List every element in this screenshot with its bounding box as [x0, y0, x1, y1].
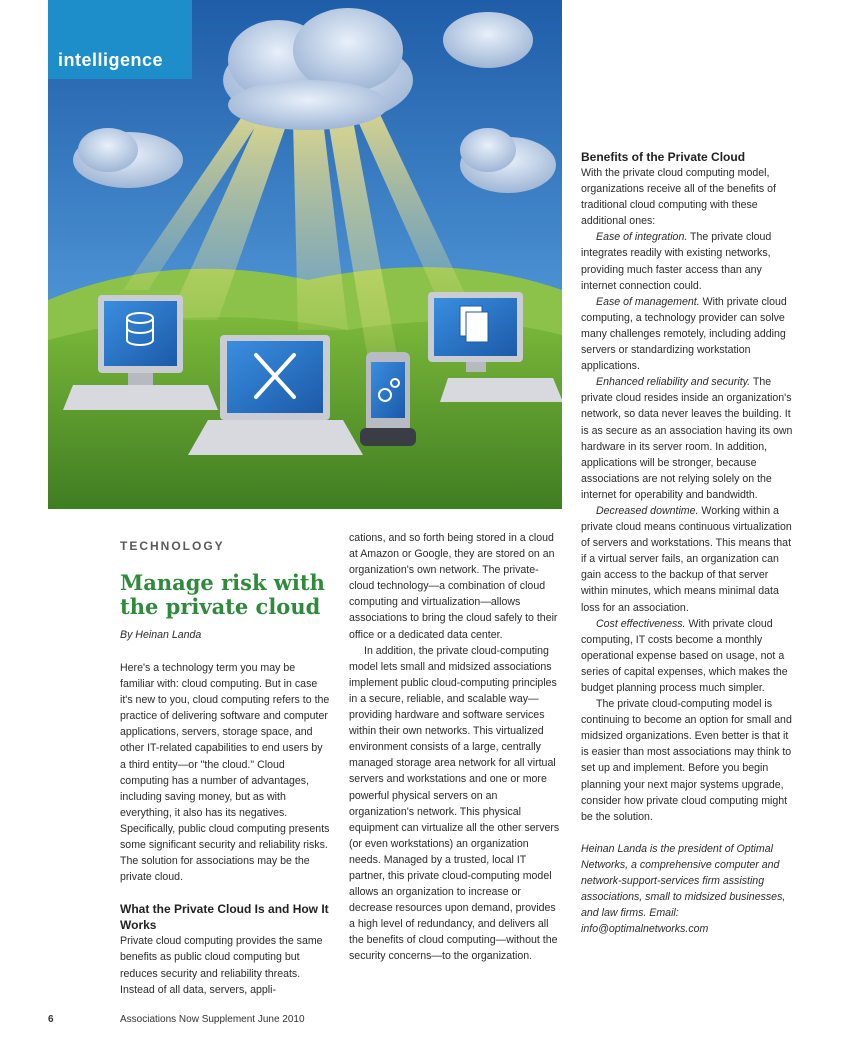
article-column-2: [349, 530, 562, 965]
benefit-lead: Ease of integration.: [596, 231, 688, 244]
benefit-item: [581, 616, 794, 696]
section-tag-label: intelligence: [58, 50, 164, 70]
benefit-item: [581, 294, 794, 374]
intro-paragraph: Here's a technology term you may be familiar with: cloud computing. But in case it's new to you, cloud computing refers to the practice of delivering software and computer applications, servers, storage space, and other IT-related capabilities to end users by a third entity—or "the cloud." Cloud computing has a number of advantages, including saving money, but as with everything, it also has its negatives. Specifically, public cloud computing presents some significant security and reliability risks. The solution for associations may be the private cloud.: [120, 662, 330, 884]
benefit-lead: Cost effectiveness.: [596, 617, 686, 630]
paragraph: Private cloud computing provides the same benefits as public cloud computing but reduces security and reliability threats. Instead of all data, servers, appli-: [120, 935, 323, 996]
paragraph: With the private cloud computing model, organizations receive all of the benefits of traditional cloud computing with these additional ones:: [581, 167, 776, 228]
headline: Manage risk with the private cloud: [120, 570, 325, 619]
benefit-lead: Decreased downtime.: [596, 504, 699, 517]
benefit-item: [581, 374, 794, 503]
subhead-benefits: Benefits of the Private Cloud: [581, 150, 746, 164]
kicker: TECHNOLOGY: [120, 539, 225, 553]
benefit-item: [581, 229, 794, 293]
benefit-lead: Ease of management.: [596, 295, 700, 308]
subhead-what-is: What the Private Cloud Is and How It Works: [120, 902, 329, 933]
byline: By Heinan Landa: [120, 629, 202, 641]
benefit-text: Working within a private cloud means continuous virtualization of servers and workstations. This means that if a virtual server fails, an organization can gain access to the backup of that server within minutes, which means minimal data loss for an association.: [581, 504, 792, 614]
benefit-text: With private cloud computing, a technology provider can solve many challenges remotely, including adding servers or standardizing workstation applications.: [581, 295, 787, 373]
section-tag: [48, 0, 192, 79]
author-bio: Heinan Landa is the president of Optimal Networks, a comprehensive computer and network-support-services firm assisting associations, small to midsized businesses, and law firms. Email: info@optimalnetworks.com: [581, 842, 786, 936]
paragraph: In addition, the private cloud-computing model lets small and midsized associations implement public cloud-computing principles in a secure, reliable, and scalable way—providing hardware and software services within their own networks. This virtualized environment consists of a large, centrally managed storage area network for all virtual servers and workstations and one or more powerful physical servers on an organization's network. This physical equipment can virtualize all the other servers (or even workstations) an organization needs. Managed by a trusted, local IT partner, this private cloud-computing model allows an organization to increase or decrease resources upon demand, provides a high level of redundancy, and delivers all the benefits of cloud computing—without the security concerns—to the organization.: [349, 644, 560, 963]
page-number: 6: [48, 1014, 54, 1025]
paragraph: cations, and so forth being stored in a cloud at Amazon or Google, they are stored on an organization's own network. The private-cloud technology—a combination of cloud computing and virtualization—allows associations to bring the cloud safely to their office or a dedicated data center.: [349, 532, 558, 641]
benefit-text: The private cloud integrates readily with existing networks, providing much faster access than any internet connection could.: [581, 231, 772, 292]
article-column-1: [120, 660, 330, 998]
benefit-text: The private cloud resides inside an organization's network, so data never leaves the building. It is as secure as an association having its own hardware in its server room. In addition, applications will be stronger, because associations are not relying solely on the internet for operability and bandwidth.: [581, 376, 793, 501]
benefit-text: With private cloud computing, IT costs become a monthly operational expense based on usage, not a series of capital expenses, which makes the budget planning process much simpler.: [581, 617, 788, 694]
benefit-item: [581, 503, 794, 616]
benefit-lead: Enhanced reliability and security.: [596, 376, 751, 389]
closing-paragraph: The private cloud-computing model is continuing to become an option for small and midsized organizations. Even better is that it is easier than most associations may think to set up and implement. Before you begin planning your next major systems upgrade, consider how private cloud computing might be the solution.: [581, 698, 792, 823]
publication-footer: Associations Now Supplement June 2010: [120, 1014, 305, 1025]
article-column-3: [581, 149, 794, 937]
